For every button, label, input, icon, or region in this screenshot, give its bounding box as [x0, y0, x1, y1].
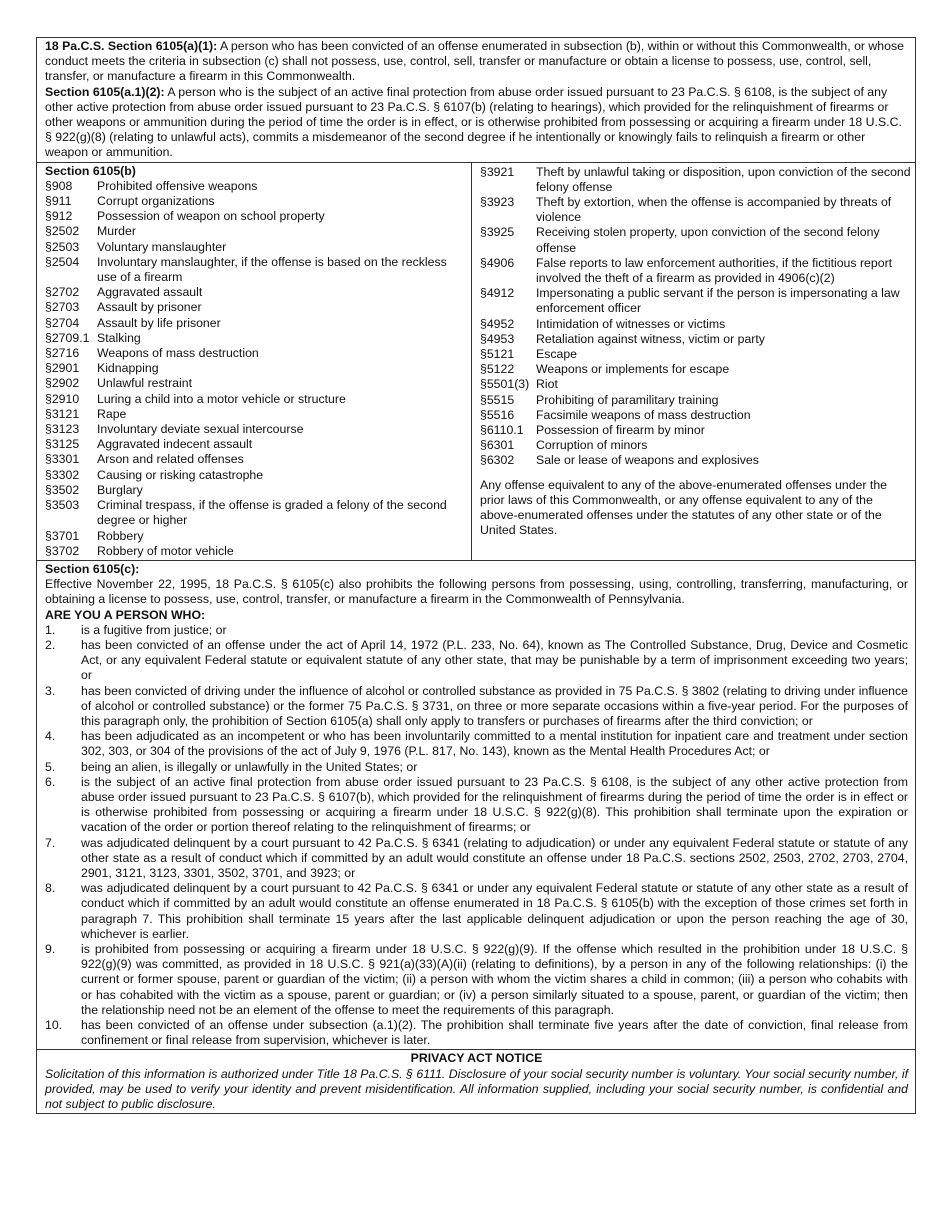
- offense-row: [45, 285, 467, 300]
- offense-row: [45, 468, 467, 483]
- offense-code: §908: [45, 178, 73, 193]
- offense-description: Causing or risking catastrophe: [97, 467, 264, 482]
- item-text: has been convicted of an offense under the act of April 14, 1972 (P.L. 233, No. 64), known as The Controlled Substance, Drug, Device and Cosmetic Act, or any equivalent Federal statute or equivalent statute of any other state, that may be punishable by a term of imprisonment exceeding two years; or: [81, 637, 908, 683]
- offense-description: Weapons of mass destruction: [97, 346, 259, 361]
- offense-row: [480, 332, 911, 347]
- item-text: was adjudicated delinquent by a court pursuant to 42 Pa.C.S. § 6341 or under any equivalent Federal statute or statute of any other state as a result of conduct which if committed by an adult would constitute an offense enumerated in 18 Pa.C.S. § 6105(b) with the exception of those crimes set forth in paragraph 7. This prohibition shall terminate 15 years after the last applicable delinquent adjudication or upon the person reaching the age of 30, whichever is earlier.: [81, 881, 908, 941]
- offense-row: [480, 453, 911, 468]
- offense-description: Facsimile weapons of mass destruction: [536, 407, 751, 422]
- offense-code: §5515: [480, 392, 515, 407]
- offense-description: Involuntary manslaughter, if the offense is based on the reckless use of a firearm: [97, 254, 447, 285]
- section-a12-paragraph: [45, 85, 908, 161]
- item-text: was adjudicated delinquent by a court pursuant to 42 Pa.C.S. § 6341 (relating to adjudication) or under any equivalent Federal statute or statute of any other state as a result of conduct which if committed by an adult would constitute an offense under 18 Pa.C.S. sections 2502, 2503, 2702, 2703, 2704, 2901, 3121, 3123, 3301, 3502, 3701, and 3923; or: [81, 835, 908, 880]
- offense-description: Aggravated indecent assault: [97, 437, 253, 452]
- item-number: 9.: [45, 941, 56, 956]
- offense-code: §2503: [45, 239, 80, 254]
- prohibition-item: [45, 942, 908, 1018]
- offense-code: §5121: [480, 347, 515, 362]
- offense-row: [480, 377, 911, 392]
- item-number: 5.: [45, 759, 56, 774]
- offense-row: [480, 225, 911, 255]
- equivalent-offense-note: Any offense equivalent to any of the above-enumerated offenses under the prior laws of this Commonwealth, or any offense equivalent to any of the above-enumerated offenses under the statutes of any other state or of the United States.: [480, 477, 887, 538]
- offense-code: §4906: [480, 255, 515, 270]
- offense-description: Possession of firearm by minor: [536, 423, 705, 438]
- section-a12-text: A person who is the subject of an active final protection from abuse order issued pursuant to 23 Pa.C.S. § 6108, is the subject of any other active protection from abuse order issued pursuant to 23 Pa.C.S. § 6107(b) (relating to hearings), which provided for the relinquishment of firearms or other weapons or ammunition during the period of time the order is in effect, or is otherwise prohibited from possessing or acquiring a firearm under 18 U.S.C. § 922(g)(8) (relating to unlawful acts), commits a misdemeanor of the second degree if he intentionally or knowingly fails to relinquish a firearm or other weapon or ammunition.: [45, 84, 902, 160]
- prohibition-item: [45, 638, 908, 684]
- offense-row: [480, 195, 911, 225]
- item-text: is a fugitive from justice; or: [81, 622, 227, 637]
- offense-description: Corruption of minors: [536, 438, 648, 453]
- offense-description: Stalking: [97, 330, 141, 345]
- offense-description: Kidnapping: [97, 361, 159, 376]
- prohibition-item: [45, 684, 908, 730]
- offense-row: [45, 407, 467, 422]
- offense-row: [45, 300, 467, 315]
- offense-code: §2901: [45, 361, 80, 376]
- offense-code: §2702: [45, 285, 80, 300]
- section-a12-heading: Section 6105(a.1)(2):: [45, 84, 165, 99]
- offense-code: §2504: [45, 254, 80, 269]
- section-c-items: [45, 623, 908, 1049]
- offense-code: §3123: [45, 422, 80, 437]
- offense-code: §3921: [480, 164, 515, 179]
- offense-code: §4953: [480, 331, 515, 346]
- offense-row: [45, 422, 467, 437]
- offense-row: [45, 255, 467, 285]
- item-number: 2.: [45, 637, 56, 652]
- offense-code: §3302: [45, 467, 80, 482]
- offense-row: [45, 483, 467, 498]
- prohibition-item: [45, 881, 908, 942]
- offense-code: §3701: [45, 528, 80, 543]
- offense-row: [45, 224, 467, 239]
- offense-row: [45, 376, 467, 391]
- offense-code: §5122: [480, 362, 515, 377]
- offense-row: [45, 194, 467, 209]
- offense-row: [45, 240, 467, 255]
- offense-code: §5516: [480, 407, 515, 422]
- offense-description: Voluntary manslaughter: [97, 239, 227, 254]
- offense-code: §2703: [45, 300, 80, 315]
- offense-code: §3301: [45, 452, 80, 467]
- offense-description: Intimidation of witnesses or victims: [536, 316, 726, 331]
- item-text: has been convicted of an offense under subsection (a.1)(2). The prohibition shall terminate five years after the date of conviction, final release from confinement or final release from supervision, whichever is later.: [81, 1018, 908, 1048]
- section-c-intro: Effective November 22, 1995, 18 Pa.C.S. § 6105(c) also prohibits the following persons from possessing, using, controlling, transferring, manufacturing, or obtaining a license to possess, use, control, transfer, or manufacture a firearm in the Commonwealth of Pennsylvania.: [45, 577, 908, 607]
- offense-description: Possession of weapon on school property: [97, 209, 325, 224]
- offense-description: Weapons or implements for escape: [536, 362, 730, 377]
- section-a1-paragraph: [45, 39, 908, 85]
- offense-code: §912: [45, 209, 73, 224]
- prohibition-item: [45, 760, 908, 775]
- item-number: 6.: [45, 774, 56, 789]
- offense-row: [480, 362, 911, 377]
- offense-row: [45, 392, 467, 407]
- offense-description: Riot: [536, 377, 558, 392]
- offense-description: False reports to law enforcement authorities, if the fictitious report involved the theft of a firearm as provided in 4906(c)(2): [536, 255, 893, 286]
- offense-code: §3502: [45, 482, 80, 497]
- section-a1-heading: 18 Pa.C.S. Section 6105(a)(1):: [45, 39, 218, 53]
- offense-row: [480, 393, 911, 408]
- offense-code: §5501(3): [480, 377, 530, 392]
- offense-description: Prohibited offensive weapons: [97, 178, 258, 193]
- offense-description: Theft by extortion, when the offense is accompanied by threats of violence: [536, 195, 892, 225]
- offense-description: Escape: [536, 347, 578, 362]
- section-c-question: ARE YOU A PERSON WHO:: [45, 607, 206, 622]
- offense-code: §6110.1: [480, 423, 524, 438]
- section-b-heading: Section 6105(b): [45, 163, 136, 178]
- offense-row: [480, 423, 911, 438]
- offense-code: §3702: [45, 543, 80, 558]
- offense-row: [45, 529, 467, 544]
- offense-row: [45, 179, 467, 194]
- offense-row: [45, 437, 467, 452]
- offense-code: §2502: [45, 224, 80, 239]
- item-number: 4.: [45, 729, 56, 744]
- offense-description: Retaliation against witness, victim or party: [536, 331, 765, 346]
- section-b-left-list: [45, 179, 467, 559]
- offense-description: Unlawful restraint: [97, 376, 192, 391]
- item-number: 10.: [45, 1018, 63, 1032]
- section-a1-text: A person who has been convicted of an offense enumerated in subsection (b), within or without this Commonwealth, or whose conduct meets the criteria in subsection (c) shall not possess, use, control, sell, transfer or manufacture or obtain a license to possess, use, control, sell, transfer, or manufacture a firearm in this Commonwealth.: [45, 39, 904, 84]
- offense-row: [45, 361, 467, 376]
- offense-code: §3503: [45, 498, 80, 513]
- item-text: has been adjudicated as an incompetent or who has been involuntarily committed to a mental institution for inpatient care and treatment under section 302, 303, or 304 of the provisions of the act of July 9, 1976 (P.L. 817, No. 143), known as the Mental Health Procedures Act; or: [81, 729, 908, 759]
- offense-row: [480, 286, 911, 316]
- offense-row: [45, 316, 467, 331]
- offense-code: §6302: [480, 453, 515, 468]
- privacy-text: Solicitation of this information is authorized under Title 18 Pa.C.S. § 6111. Disclosure of your social security number is voluntary. Your social security number, if provided, may be used to verify your identity and prevent misidentification. All information supplied, including your social security number, is confidential and not subject to public disclosure.: [45, 1066, 908, 1112]
- offense-description: Corrupt organizations: [97, 194, 215, 209]
- prohibition-item: [45, 836, 908, 882]
- offense-description: Assault by life prisoner: [97, 315, 221, 330]
- offense-row: [45, 209, 467, 224]
- prohibition-item: [45, 729, 908, 759]
- prohibition-item: [45, 1018, 908, 1048]
- offense-description: Sale or lease of weapons and explosives: [536, 453, 759, 468]
- item-number: 1.: [45, 622, 56, 637]
- offense-description: Involuntary deviate sexual intercourse: [97, 422, 304, 437]
- offense-row: [45, 452, 467, 467]
- offense-code: §3125: [45, 437, 80, 452]
- item-text: is prohibited from possessing or acquiring a firearm under 18 U.S.C. § 922(g)(9). If the offense which resulted in the prohibition under 18 U.S.C. § 922(g)(9) was committed, as provided in 18 U.S.C. § 921(a)(33)(A)(ii) (relating to definitions), by a person in any of the following relationships: (i) the current or former spouse, parent or guardian of the victim; (ii) a person with whom the victim shares a child in common; (iii) a person who cohabits with or has cohabited with the victim as a spouse, parent or guardian; or (iv) a person similarly situated to a spouse, parent, or guardian of the victim; then the relationship need not be an element of the offense to meet the requirements of this paragraph.: [81, 941, 908, 1017]
- offense-code: §2910: [45, 391, 80, 406]
- offense-code: §2902: [45, 376, 80, 391]
- section-b-table: [37, 162, 915, 560]
- offense-row: [480, 165, 911, 195]
- section-b-left-column: [37, 163, 471, 560]
- offense-code: §4952: [480, 316, 515, 331]
- offense-code: §3925: [480, 225, 515, 240]
- section-6105-a-block: [37, 38, 915, 162]
- offense-description: Prohibiting of paramilitary training: [536, 392, 719, 407]
- offense-description: Aggravated assault: [97, 285, 203, 300]
- privacy-notice: [37, 1049, 915, 1113]
- item-number: 7.: [45, 835, 56, 850]
- item-text: is the subject of an active final protection from abuse order issued pursuant to 23 Pa.C.S. § 6108, is the subject of any other active protection from abuse order issued pursuant to 23 Pa.C.S. § 6107(b), which provided for the relinquishment of firearms during the period of time the order is in effect or is otherwise prohibited from possessing or acquiring a firearm under 18 U.S.C. § 922(g)(8). This prohibition shall terminate upon the expiration or vacation of the order or portion thereof relating to the relinquishment of firearms; or: [81, 774, 908, 835]
- offense-code: §3121: [45, 406, 80, 421]
- offense-description: Robbery of motor vehicle: [97, 543, 234, 558]
- offense-description: Murder: [97, 224, 136, 239]
- item-number: 3.: [45, 683, 56, 698]
- section-b-right-column: [471, 163, 915, 560]
- offense-code: §911: [45, 194, 72, 209]
- item-text: has been convicted of driving under the influence of alcohol or controlled substance as provided in 75 Pa.C.S. § 3802 (relating to driving under influence of alcohol or controlled substance) or the former 75 Pa.C.S. § 3731, on three or more separate occasions within a five-year period. For the purposes of this paragraph only, the prohibition of Section 6105(a) shall only apply to transfers or purchases of firearms after the third conviction; or: [81, 683, 908, 728]
- offense-description: Burglary: [97, 482, 143, 497]
- offense-row: [480, 347, 911, 362]
- offense-code: §4912: [480, 286, 515, 301]
- offense-code: §2709.1: [45, 330, 90, 345]
- prohibition-item: [45, 775, 908, 836]
- offense-row: [480, 438, 911, 453]
- offense-description: Impersonating a public servant if the person is impersonating a law enforcement officer: [536, 286, 900, 316]
- prohibition-item: [45, 623, 908, 638]
- offense-row: [45, 346, 467, 361]
- section-c-heading: Section 6105(c):: [45, 561, 140, 576]
- offense-description: Receiving stolen property, upon conviction of the second felony offense: [536, 225, 880, 255]
- offense-description: Robbery: [97, 528, 144, 543]
- privacy-heading: PRIVACY ACT NOTICE: [410, 1051, 543, 1066]
- item-text: being an alien, is illegally or unlawfully in the United States; or: [81, 759, 418, 774]
- offense-description: Criminal trespass, if the offense is graded a felony of the second degree or higher: [97, 498, 447, 528]
- offense-row: [480, 256, 911, 286]
- document-frame: [36, 37, 916, 1114]
- offense-description: Assault by prisoner: [97, 300, 202, 315]
- offense-code: §6301: [480, 438, 515, 453]
- offense-code: §2704: [45, 315, 80, 330]
- offense-code: §2716: [45, 346, 80, 361]
- offense-description: Rape: [97, 406, 127, 421]
- offense-description: Luring a child into a motor vehicle or structure: [97, 391, 346, 406]
- offense-description: Arson and related offenses: [97, 452, 244, 467]
- offense-description: Theft by unlawful taking or disposition, upon conviction of the second felony offense: [536, 164, 911, 194]
- offense-row: [45, 331, 467, 346]
- offense-row: [480, 408, 911, 423]
- item-number: 8.: [45, 881, 56, 896]
- offense-row: [45, 544, 467, 559]
- section-c-block: [37, 560, 915, 1050]
- section-b-right-list: [480, 165, 911, 469]
- offense-row: [45, 498, 467, 528]
- offense-code: §3923: [480, 195, 515, 210]
- offense-row: [480, 317, 911, 332]
